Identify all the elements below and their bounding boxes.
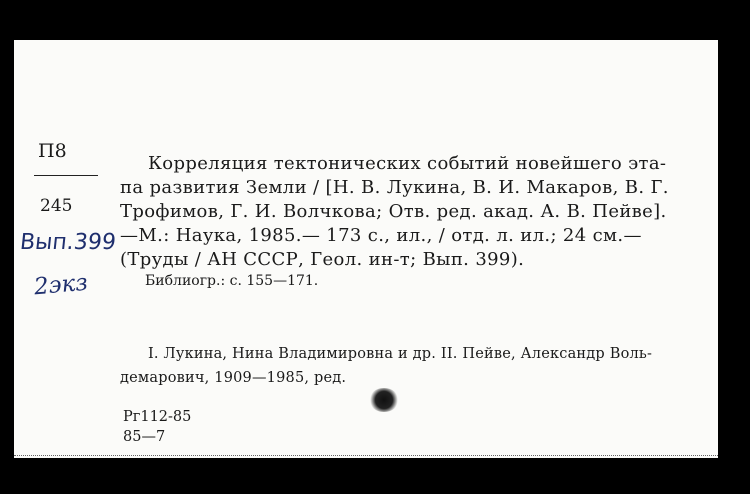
- inventory-number: 85—7: [123, 429, 166, 445]
- call-number: П8: [38, 140, 67, 162]
- description-line: —М.: Наука, 1985.— 173 с., ил., / отд. л. ил.; 24 см.—: [120, 225, 642, 246]
- handwritten-copies-note: 2экз: [32, 269, 89, 301]
- bottom-dotted-border: [14, 455, 718, 456]
- handwritten-volume-note: Вып.399: [18, 230, 118, 255]
- description-line: (Труды / АН СССР, Геол. ин-т; Вып. 399).: [120, 249, 525, 270]
- ink-blot: [369, 388, 399, 412]
- catalog-card: [14, 40, 718, 458]
- added-entry-line: I. Лукина, Нина Владимировна и др. II. Пейве, Александр Воль-: [148, 346, 653, 362]
- description-line: Трофимов, Г. И. Волчкова; Отв. ред. акад. А. В. Пейве].: [120, 201, 667, 222]
- added-entry-line: демарович, 1909—1985, ред.: [120, 370, 347, 386]
- description-line: Корреляция тектонических событий новейшего эта-: [148, 153, 667, 174]
- bibliography-note: Библиогр.: с. 155—171.: [145, 273, 319, 289]
- description-line: па развития Земли / [Н. В. Лукина, В. И. Макаров, В. Г.: [120, 177, 669, 198]
- author-mark: 245: [40, 196, 73, 216]
- call-number-divider: [34, 175, 98, 176]
- inventory-number: Рг112-85: [123, 409, 192, 425]
